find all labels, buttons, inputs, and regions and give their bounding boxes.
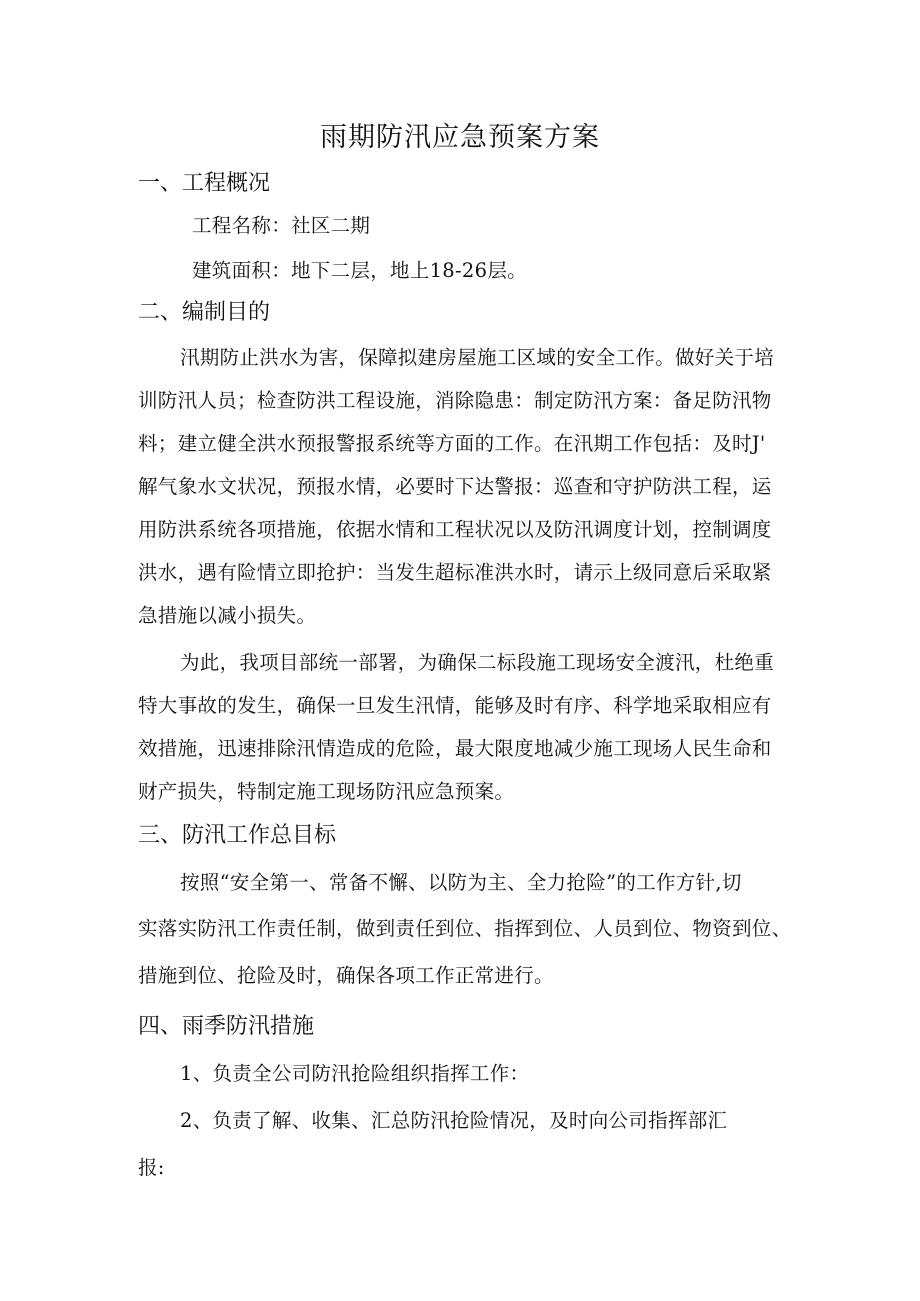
paragraph-line: 用防洪系统各项措施，依据水情和工程状况以及防汛调度计划，控制调度: [138, 518, 772, 541]
paragraph-line: 急措施以减小损失。: [138, 604, 317, 627]
paragraph-line: 洪水，遇有险情立即抢护：当发生超标准洪水时，请示上级同意后采取紧: [138, 561, 772, 584]
paragraph-line: 解气象水文状况，预报水情，必要时下达警报：巡查和守护防洪工程，运: [138, 475, 772, 498]
section-heading-measures: 四、雨季防汛措施: [138, 1014, 315, 1039]
paragraph-line: 料；建立健全洪水预报警报系统等方面的工作。在汛期工作包括：及时J': [138, 432, 766, 455]
list-item: 2、负责了解、收集、汇总防汛抢险情况，及时向公司指挥部汇: [180, 1109, 728, 1132]
paragraph-line: 汛期防止洪水为害，保障拟建房屋施工区域的安全工作。做好关于培: [180, 346, 775, 369]
paragraph-line: 措施到位、抢险及时，确保各项工作正常进行。: [138, 964, 554, 987]
paragraph-line: 训防汛人员；检查防洪工程设施，消除隐患：制定防汛方案：备足防汛物: [138, 389, 772, 412]
paragraph-line: 效措施，迅速排除汛情造成的危险，最大限度地减少施工现场人民生命和: [138, 737, 772, 760]
paragraph-line: 为此，我项目部统一部署，为确保二标段施工现场安全渡汛，杜绝重: [180, 651, 775, 674]
building-area-line: 建筑面积：地下二层，地上18-26层。: [192, 259, 527, 282]
paragraph-line: 特大事故的发生，确保一旦发生汛情，能够及时有序、科学地采取相应有: [138, 694, 772, 717]
section-heading-overview: 一、工程概况: [138, 171, 271, 196]
list-item: 1、负责全公司防汛抢险组织指挥工作：: [180, 1062, 530, 1085]
paragraph-line: 实落实防汛工作责任制，做到责任到位、指挥到位、人员到位、物资到位、: [138, 917, 792, 940]
project-name-line: 工程名称：社区二期: [192, 214, 371, 237]
section-heading-purpose: 二、编制目的: [138, 300, 271, 325]
section-heading-goal: 三、防汛工作总目标: [138, 823, 337, 848]
paragraph-line: 财产损失，特制定施工现场防汛应急预案。: [138, 780, 515, 803]
document-title: 雨期防汛应急预案方案: [320, 122, 600, 153]
list-item-continuation: 报:: [138, 1156, 165, 1179]
paragraph-line: 按照“安全第一、常备不懈、以防为主、全力抢险”的工作方针,切: [180, 871, 742, 894]
